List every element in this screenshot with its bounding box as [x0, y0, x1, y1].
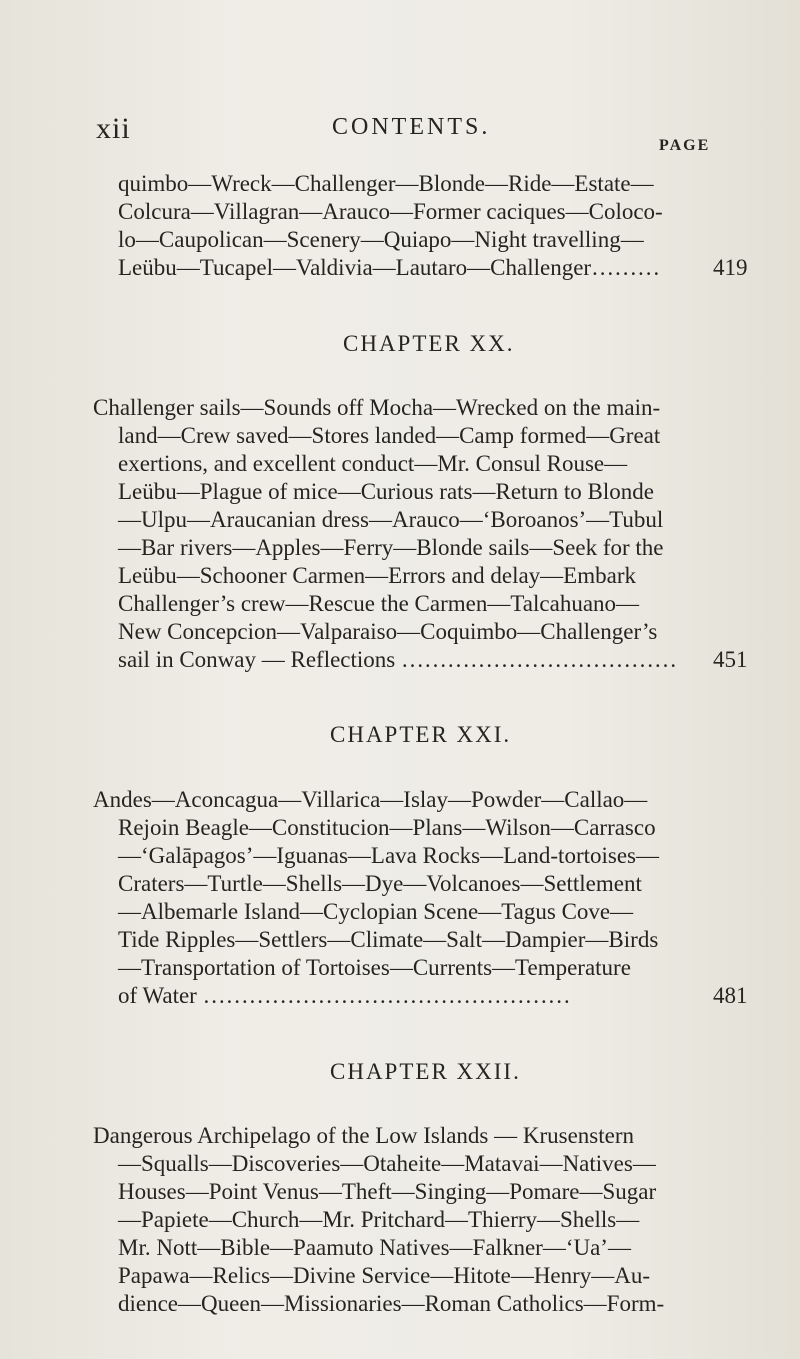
- entry-line: —Squalls—Discoveries—Otaheite—Matavai—Natives—: [118, 1151, 656, 1176]
- entry-line: Leübu—Schooner Carmen—Errors and delay—Embark: [118, 563, 636, 588]
- entry-line: of Water …………………………………………: [118, 983, 571, 1008]
- entry-line: Leübu—Tucapel—Valdivia—Lautaro—Challenger………: [118, 255, 661, 280]
- running-head: [96, 112, 716, 145]
- entry-line: Craters—Turtle—Shells—Dye—Volcanoes—Settlement: [118, 871, 642, 896]
- entry-line: Houses—Point Venus—Theft—Singing—Pomare—Sugar: [118, 1179, 657, 1204]
- entry-line: Tide Ripples—Settlers—Climate—Salt—Dampier—Birds: [118, 927, 659, 952]
- entry-line: Andes—Aconcagua—Villarica—Islay—Powder—Callao—: [93, 787, 648, 812]
- entry-line: land—Crew saved—Stores landed—Camp formed—Great: [118, 423, 661, 448]
- entry-line: Challenger’s crew—Rescue the Carmen—Talcahuano—: [118, 591, 640, 616]
- entry-line: New Concepcion—Valparaiso—Coquimbo—Challenger’s: [118, 619, 658, 644]
- entry-line: Colcura—Villagran—Arauco—Former caciques—Coloco-: [118, 199, 663, 224]
- chapter-heading: CHAPTER XX.: [343, 331, 515, 356]
- entry-line: sail in Conway — Reflections ………………………………: [118, 647, 677, 672]
- entry-line: —Albemarle Island—Cyclopian Scene—Tagus Cove—: [118, 899, 634, 924]
- entry-line: Rejoin Beagle—Constitucion—Plans—Wilson—Carrasco: [118, 815, 656, 840]
- entry-line: —‘Galāpagos’—Iguanas—Lava Rocks—Land-tortoises—: [118, 843, 659, 868]
- entry-line: lo—Caupolican—Scenery—Quiapo—Night travelling—: [118, 227, 644, 252]
- entry-line: —Transportation of Tortoises—Currents—Temperature: [118, 955, 631, 980]
- entry-page-number: 451: [713, 647, 748, 672]
- entry-line: Challenger sails—Sounds off Mocha—Wrecked on the main-: [93, 395, 661, 420]
- chapter-heading: CHAPTER XXI.: [330, 722, 512, 747]
- entry-line: Leübu—Plague of mice—Curious rats—Return to Blonde: [118, 479, 654, 504]
- entry-line: —Ulpu—Araucanian dress—Arauco—‘Boroanos’—Tubul: [118, 507, 664, 532]
- page-column-label: PAGE: [659, 137, 711, 154]
- entry-page-number: 481: [713, 983, 748, 1008]
- page-folio: xii: [96, 112, 131, 145]
- entry-line: quimbo—Wreck—Challenger—Blonde—Ride—Estate—: [118, 171, 654, 196]
- entry-line: exertions, and excellent conduct—Mr. Consul Rouse—: [118, 451, 628, 476]
- entry-line: Mr. Nott—Bible—Paamuto Natives—Falkner—‘Ua’—: [118, 1235, 631, 1260]
- entry-line: —Papiete—Church—Mr. Pritchard—Thierry—Shells—: [118, 1207, 640, 1232]
- entry-line: dience—Queen—Missionaries—Roman Catholics—Form-: [118, 1291, 665, 1316]
- entry-page-number: 419: [713, 255, 748, 280]
- running-title: CONTENTS.: [332, 114, 491, 140]
- entry-line: Papawa—Relics—Divine Service—Hitote—Henry—Au-: [118, 1263, 651, 1288]
- chapter-heading: CHAPTER XXII.: [330, 1059, 521, 1084]
- entry-line: Dangerous Archipelago of the Low Islands — Krusenstern: [93, 1123, 635, 1148]
- entry-line: —Bar rivers—Apples—Ferry—Blonde sails—Seek for the: [118, 535, 664, 560]
